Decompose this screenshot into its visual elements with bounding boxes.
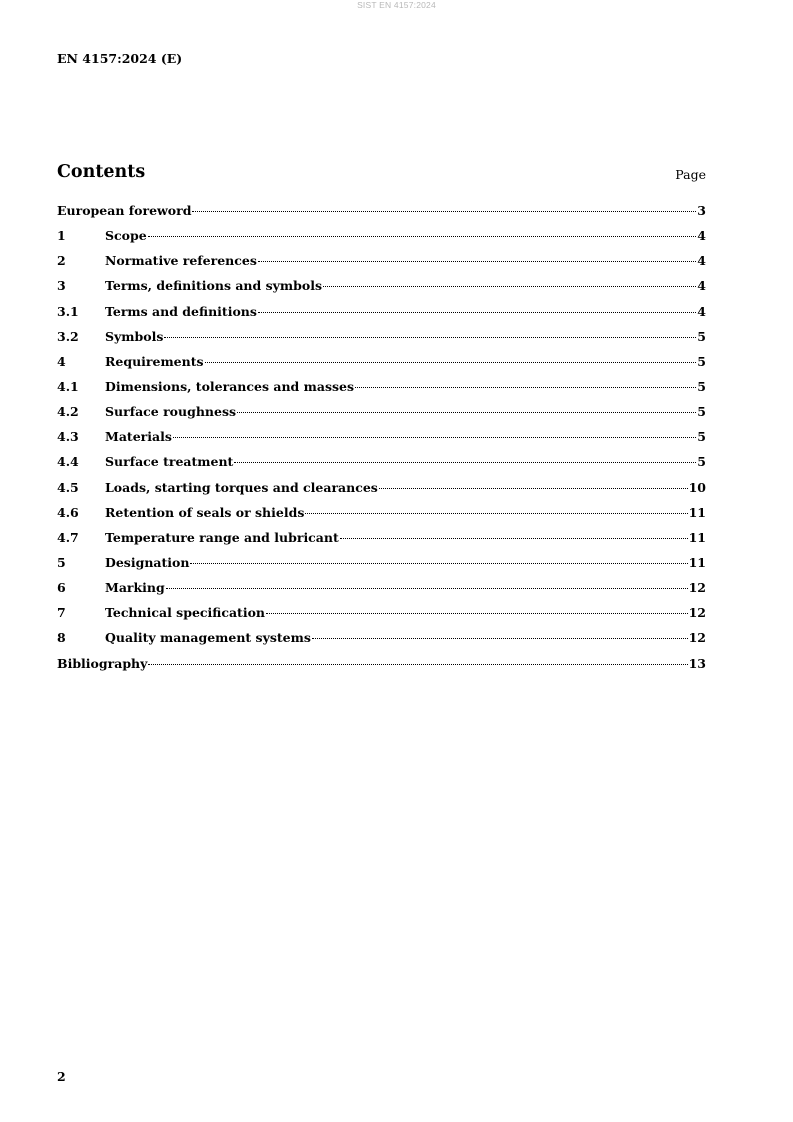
toc-dot-leader <box>258 261 696 262</box>
toc-entry-title: Terms and definitions <box>105 303 257 319</box>
toc-entry-title: Materials <box>105 429 172 445</box>
toc-entry[interactable] <box>57 379 706 404</box>
toc-entry[interactable] <box>57 505 706 530</box>
document-id: EN 4157:2024 (E) <box>57 51 183 66</box>
toc-entry[interactable] <box>57 429 706 454</box>
toc-entry[interactable] <box>57 354 706 379</box>
toc-entry[interactable] <box>57 630 706 655</box>
toc-dot-leader <box>237 412 696 413</box>
toc-entry-page: 11 <box>688 529 706 545</box>
toc-entry[interactable] <box>57 656 706 681</box>
toc-entry-number: 4.5 <box>57 479 79 495</box>
toc-entry-page: 4 <box>697 278 706 294</box>
toc-entry-title: Loads, starting torques and clearances <box>105 479 378 495</box>
toc-dot-leader <box>340 538 688 539</box>
toc-entry[interactable] <box>57 404 706 429</box>
toc-entry-number: 6 <box>57 580 66 596</box>
toc-entry-title: Surface roughness <box>105 404 237 420</box>
toc-entry-page: 4 <box>697 253 706 269</box>
toc-entry-title: Technical specification <box>105 605 266 621</box>
toc-dot-leader <box>148 664 687 665</box>
toc-entry[interactable] <box>57 605 706 630</box>
toc-entry-title: Requirements <box>105 353 204 369</box>
page-column-label: Page <box>675 167 706 182</box>
toc-entry[interactable] <box>57 530 706 555</box>
toc-entry-title: Terms, definitions and symbols <box>105 278 322 294</box>
toc-entry[interactable] <box>57 253 706 278</box>
toc-dot-leader <box>266 613 688 614</box>
toc-entry-number: 4.4 <box>57 454 79 470</box>
toc-entry-title: Symbols <box>105 328 164 344</box>
toc-entry-title: Dimensions, tolerances and masses <box>105 378 355 394</box>
toc-dot-leader <box>258 312 696 313</box>
toc-entry-number: 4.3 <box>57 429 79 445</box>
toc-entry[interactable] <box>57 304 706 329</box>
toc-entry-title: Temperature range and lubricant <box>105 529 339 545</box>
toc-dot-leader <box>305 513 687 514</box>
toc-dot-leader <box>166 588 688 589</box>
toc-dot-leader <box>379 488 688 489</box>
toc-entry-page: 10 <box>688 479 706 495</box>
toc-entry-number: 4.7 <box>57 529 79 545</box>
toc-entry-title: Surface treatment <box>105 454 234 470</box>
toc-dot-leader <box>355 387 696 388</box>
table-of-contents <box>57 203 706 681</box>
toc-entry-title: Bibliography <box>57 655 148 671</box>
toc-entry-title: Retention of seals or shields <box>105 504 305 520</box>
contents-heading: Contents <box>57 162 146 182</box>
toc-dot-leader <box>192 211 696 212</box>
toc-entry-number: 2 <box>57 253 66 269</box>
toc-entry-number: 3 <box>57 278 66 294</box>
toc-entry-number: 4.1 <box>57 378 79 394</box>
toc-entry[interactable] <box>57 278 706 303</box>
toc-entry-page: 4 <box>697 303 706 319</box>
toc-dot-leader <box>234 462 696 463</box>
toc-entry[interactable] <box>57 228 706 253</box>
toc-entry-page: 5 <box>697 353 706 369</box>
toc-entry[interactable] <box>57 329 706 354</box>
toc-entry-title: Designation <box>105 554 190 570</box>
toc-entry-title: Quality management systems <box>105 630 311 646</box>
toc-entry-number: 8 <box>57 630 66 646</box>
toc-entry-number: 3.2 <box>57 328 79 344</box>
toc-dot-leader <box>312 638 688 639</box>
toc-entry[interactable] <box>57 480 706 505</box>
toc-entry-number: 5 <box>57 554 66 570</box>
toc-entry-page: 3 <box>697 203 706 218</box>
toc-entry-title: European foreword <box>57 203 192 218</box>
toc-entry-page: 5 <box>697 404 706 420</box>
toc-entry-number: 4.2 <box>57 404 79 420</box>
toc-entry-page: 4 <box>697 228 706 244</box>
toc-dot-leader <box>148 236 697 237</box>
toc-dot-leader <box>323 286 696 287</box>
toc-entry[interactable] <box>57 454 706 479</box>
toc-dot-leader <box>205 362 697 363</box>
toc-entry[interactable] <box>57 203 706 228</box>
toc-entry-title: Normative references <box>105 253 257 269</box>
toc-entry[interactable] <box>57 555 706 580</box>
toc-entry-page: 11 <box>688 504 706 520</box>
toc-dot-leader <box>164 337 696 338</box>
toc-entry-page: 11 <box>688 554 706 570</box>
toc-entry-page: 5 <box>697 328 706 344</box>
toc-entry-title: Scope <box>105 228 147 244</box>
toc-entry-number: 4 <box>57 353 66 369</box>
toc-entry-number: 1 <box>57 228 66 244</box>
toc-entry-page: 5 <box>697 429 706 445</box>
toc-dot-leader <box>173 437 696 438</box>
toc-entry-number: 7 <box>57 605 66 621</box>
toc-entry-page: 13 <box>688 655 706 671</box>
toc-entry-page: 5 <box>697 378 706 394</box>
toc-entry-page: 12 <box>688 630 706 646</box>
toc-entry[interactable] <box>57 580 706 605</box>
toc-entry-number: 3.1 <box>57 303 79 319</box>
toc-entry-title: Marking <box>105 580 165 596</box>
toc-entry-page: 12 <box>688 605 706 621</box>
page-number: 2 <box>57 1069 66 1084</box>
toc-dot-leader <box>190 563 687 564</box>
toc-entry-page: 12 <box>688 580 706 596</box>
toc-entry-page: 5 <box>697 454 706 470</box>
watermark: SIST EN 4157:2024 <box>357 0 436 10</box>
toc-entry-number: 4.6 <box>57 504 79 520</box>
